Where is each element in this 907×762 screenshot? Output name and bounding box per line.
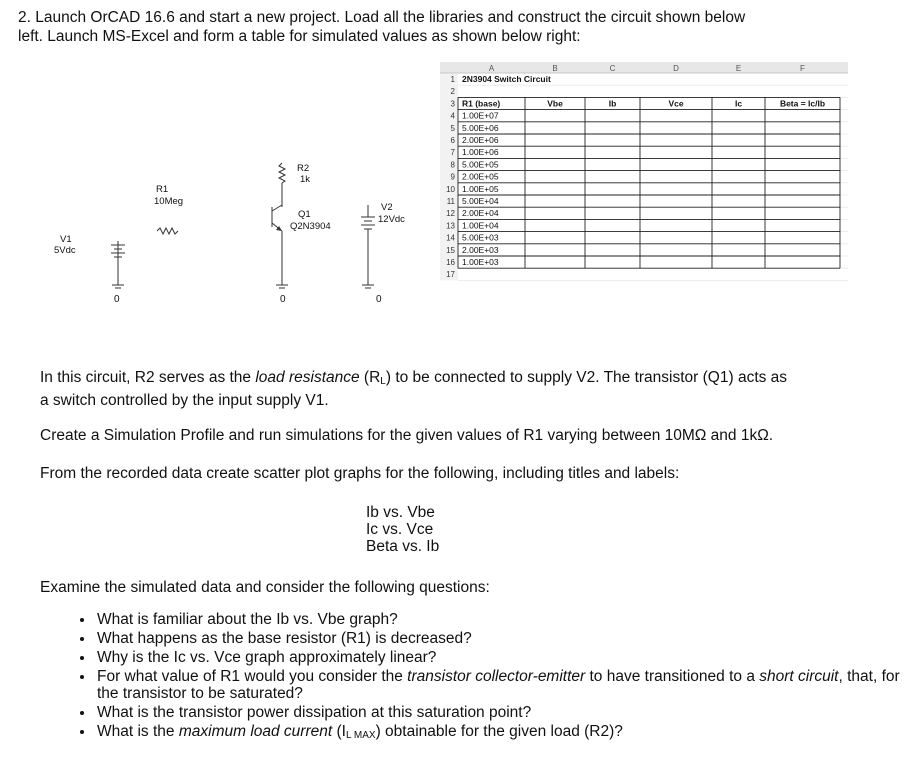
intro-text-b: (R <box>359 369 381 386</box>
column-header-E[interactable]: E <box>735 64 742 73</box>
r1-name: R1 <box>156 184 169 195</box>
row-number[interactable]: 4 <box>450 111 455 121</box>
ground-label-1: 0 <box>114 294 120 305</box>
question-item: • What is the transistor power dissipation at this saturation point? <box>95 704 907 721</box>
q4-emphasis-2: short circuit <box>759 668 839 685</box>
q6-emphasis: maximum load current <box>178 723 333 740</box>
sheet-title[interactable]: 2N3904 Switch Circuit <box>462 74 551 84</box>
intro-text-a: In this circuit, R2 serves as the <box>40 369 256 386</box>
task-heading-line-2: left. Launch MS-Excel and form a table for simulated values as shown below right: <box>18 28 581 45</box>
question-list <box>40 611 907 746</box>
r1-value-cell[interactable]: 1.00E+03 <box>462 257 499 267</box>
r1-value-cell[interactable]: 5.00E+06 <box>462 122 499 133</box>
column-header-A[interactable]: A <box>488 64 495 73</box>
question-item: • What happens as the base resistor (R1) is decreased? <box>95 630 907 647</box>
simulation-instruction: Create a Simulation Profile and run simulations for the given values of R1 varying between 10MΩ and 1kΩ. <box>40 427 774 444</box>
ground-label-2: 0 <box>280 294 286 305</box>
row-number[interactable]: 12 <box>446 209 455 219</box>
row-number[interactable]: 6 <box>450 136 455 145</box>
v1-name: V1 <box>60 234 72 245</box>
r1-value-cell[interactable]: 2.00E+03 <box>462 244 499 255</box>
r1-value-cell[interactable]: 1.00E+04 <box>462 220 499 231</box>
q6-sub: L MAX <box>345 730 376 741</box>
r1-value-cell[interactable]: 1.00E+06 <box>462 147 499 158</box>
row-number[interactable]: 1 <box>450 75 455 84</box>
row-number[interactable]: 5 <box>450 123 455 133</box>
q1-name: Q1 <box>298 209 311 220</box>
table-header-cell[interactable]: Vbe <box>547 98 563 109</box>
row-number[interactable]: 17 <box>446 270 455 280</box>
row-number[interactable]: 15 <box>446 245 455 255</box>
r2-name: R2 <box>297 163 310 174</box>
plot-item: Ic vs. Vce <box>366 521 434 538</box>
r1-value-cell[interactable]: 5.00E+05 <box>462 159 499 170</box>
plot-item: Ib vs. Vbe <box>366 504 435 521</box>
column-header-B[interactable]: B <box>552 64 558 73</box>
column-header-D[interactable]: D <box>673 64 679 73</box>
r1-value-cell[interactable]: 1.00E+07 <box>462 110 499 121</box>
question-item <box>95 668 907 702</box>
row-number[interactable]: 9 <box>450 172 455 182</box>
row-number[interactable]: 3 <box>450 99 455 109</box>
v1-value: 5Vdc <box>54 245 76 256</box>
q4-emphasis-1: transistor collector-emitter <box>407 668 586 685</box>
plot-list <box>366 504 439 555</box>
intro-line-1 <box>40 368 855 391</box>
r1-value-cell[interactable]: 5.00E+03 <box>462 232 499 243</box>
row-number[interactable]: 11 <box>446 197 455 206</box>
row-number[interactable]: 14 <box>446 233 455 243</box>
column-header-C[interactable]: C <box>609 64 616 73</box>
table-header-cell[interactable]: Beta = Ic/Ib <box>779 98 826 109</box>
plot-instruction: From the recorded data create scatter plot graphs for the following, including titles and labels: <box>40 465 680 482</box>
task-heading <box>18 8 858 46</box>
question-item <box>95 723 907 744</box>
intro-sub: L <box>380 376 386 387</box>
circuit-schematic <box>50 145 410 315</box>
r1-value-cell[interactable]: 5.00E+04 <box>462 196 499 206</box>
plot-item: Beta vs. Ib <box>366 538 440 555</box>
ground-label-3: 0 <box>376 294 382 305</box>
row-number[interactable]: 13 <box>446 221 455 231</box>
sheet-grid <box>440 62 848 280</box>
r1-value: 10Meg <box>154 196 184 207</box>
row-number[interactable]: 7 <box>450 148 455 158</box>
q4-text-c: , that, for the transistor to be saturated? <box>97 668 900 702</box>
q4-text-a: For what value of R1 would you consider the <box>97 668 408 685</box>
v2-value: 12Vdc <box>378 214 405 225</box>
row-number[interactable]: 8 <box>450 160 455 170</box>
row-number[interactable]: 10 <box>446 184 455 194</box>
r1-value-cell[interactable]: 2.00E+05 <box>462 171 499 182</box>
table-header-cell[interactable]: R1 (base) <box>462 98 501 109</box>
table-header-cell[interactable]: Vce <box>668 98 684 109</box>
simulation-table <box>440 62 860 352</box>
questions-intro: Examine the simulated data and consider the following questions: <box>40 579 490 596</box>
q4-text-b: to have transitioned to a <box>585 668 760 685</box>
row-number[interactable]: 16 <box>446 258 455 267</box>
r1-value-cell[interactable]: 2.00E+06 <box>462 135 499 145</box>
v2-name: V2 <box>381 202 393 213</box>
question-item: • What is familiar about the Ib vs. Vbe graph? <box>95 611 907 628</box>
q1-value: Q2N3904 <box>290 221 331 232</box>
intro-paragraph <box>40 368 855 410</box>
task-heading-line-1: 2. Launch OrCAD 16.6 and start a new project. Load all the libraries and construct the circuit shown below <box>18 9 746 26</box>
load-resistance-term: load resistance <box>255 369 360 386</box>
table-header-cell[interactable]: Ib <box>608 98 617 109</box>
question-item: • Why is the Ic vs. Vce graph approximately linear? <box>95 649 907 666</box>
row-number[interactable]: 2 <box>450 87 455 97</box>
table-header-cell[interactable]: Ic <box>734 98 743 109</box>
q6-text-b: (I <box>332 723 346 740</box>
column-header-F[interactable]: F <box>800 64 805 73</box>
q6-text-a: What is the <box>97 723 179 740</box>
r1-value-cell[interactable]: 2.00E+04 <box>462 208 499 219</box>
r1-value-cell[interactable]: 1.00E+05 <box>462 183 499 194</box>
q6-text-c: ) obtainable for the given load (R2)? <box>375 723 623 740</box>
r2-value: 1k <box>300 174 311 185</box>
intro-line-2: a switch controlled by the input supply V1. <box>40 392 329 409</box>
intro-text-c: ) to be connected to supply V2. The transistor (Q1) acts as <box>385 369 788 386</box>
